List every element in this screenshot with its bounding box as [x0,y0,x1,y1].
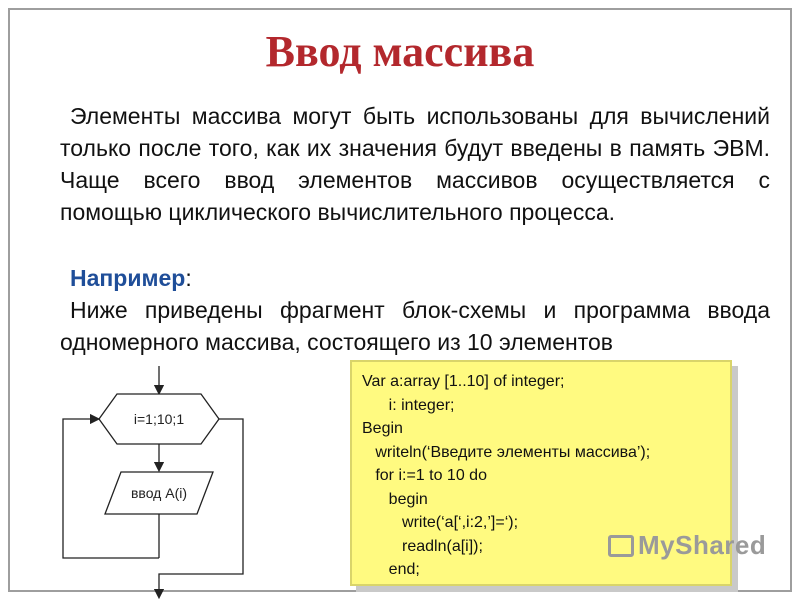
watermark-text: MyShared [638,530,767,560]
example-label: Например [70,265,186,291]
flowchart [55,362,255,600]
code-line: write(‘a[‘,i:2,’]=‘); [362,514,519,531]
example-colon: : [185,265,192,291]
example-heading [70,262,780,294]
code-line: writeln(‘Введите элементы массива’); [362,443,651,461]
watermark [608,530,766,561]
code-line: i: integer; [362,396,455,414]
loop-label: i=1;10;1 [133,411,185,427]
input-label: ввод A(i) [130,485,188,501]
intro-paragraph: Элементы массива могут быть использованы для вычислений только после того, как их значения будут введены в память ЭВМ. Чаще всего ввод элементов массивов осуществляется с помощью циклического вычислительного процесса. [60,103,770,225]
code-line: begin [362,490,428,508]
code-line: for i:=1 to 10 do [362,467,487,484]
code-line: Begin [362,420,403,437]
code-line: end; [362,561,420,578]
description-paragraph: Ниже приведены фрагмент блок-схемы и программа ввода одномерного массива, состоящего из 10 элементов [60,297,770,355]
code-line: readln(a[i]); [362,537,483,555]
slide-title: Ввод массива [265,27,535,76]
watermark-logo-icon [608,535,634,557]
code-line: Var a:array [1..10] of integer; [362,373,565,390]
